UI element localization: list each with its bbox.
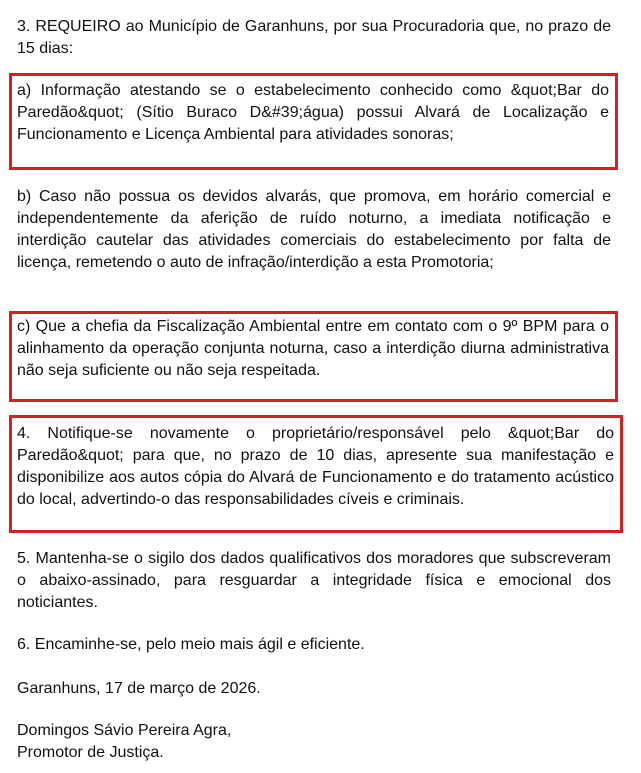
highlight-box-item-4: [9, 415, 623, 533]
place-date: Garanhuns, 17 de março de 2026.: [17, 680, 261, 697]
paragraph-item-b: b) Caso não possua os devidos alvarás, que promova, em horário comercial e independentemente da aferição de ruído noturno, a imediata notificação e interdição cautelar das atividades comerciais do estabelecimento por falta de licença, remetendo o auto de infração/interdição a esta Promotoria;: [17, 188, 611, 271]
paragraph-item-6: 6. Encaminhe-se, pelo meio mais ágil e eficiente.: [17, 636, 365, 653]
paragraph-item-c: c) Que a chefia da Fiscalização Ambiental entre em contato com o 9º BPM para o alinhamento da operação conjunta noturna, caso a interdição diurna administrativa não seja suficiente ou não seja respeitada.: [17, 318, 609, 379]
paragraph-item-5: 5. Mantenha-se o sigilo dos dados qualificativos dos moradores que subscreveram o abaixo-assinado, para resguardar a integridade física e emocional dos noticiantes.: [17, 550, 611, 611]
highlight-box-item-a: [9, 73, 618, 170]
signer-name: Domingos Sávio Pereira Agra,: [17, 722, 232, 739]
paragraph-item-a: a) Informação atestando se o estabelecimento conhecido como &quot;Bar do Paredão&quot; (Sítio Buraco D&#39;água) possui Alvará de Localização e Funcionamento e Licença Ambiental para atividades sonoras;: [17, 82, 609, 143]
paragraph-3-intro: 3. REQUEIRO ao Município de Garanhuns, por sua Procuradoria que, no prazo de 15 dias:: [17, 18, 611, 57]
paragraph-item-4: 4. Notifique-se novamente o proprietário/responsável pelo &quot;Bar do Paredão&quot; para que, no prazo de 10 dias, apresente sua manifestação e disponibilize aos autos cópia do Alvará de Funcionamento e do tratamento acústico do local, advertindo-o das responsabilidades cíveis e criminais.: [17, 425, 614, 508]
signer-title: Promotor de Justiça.: [17, 744, 164, 761]
highlight-box-item-c: [9, 311, 618, 402]
